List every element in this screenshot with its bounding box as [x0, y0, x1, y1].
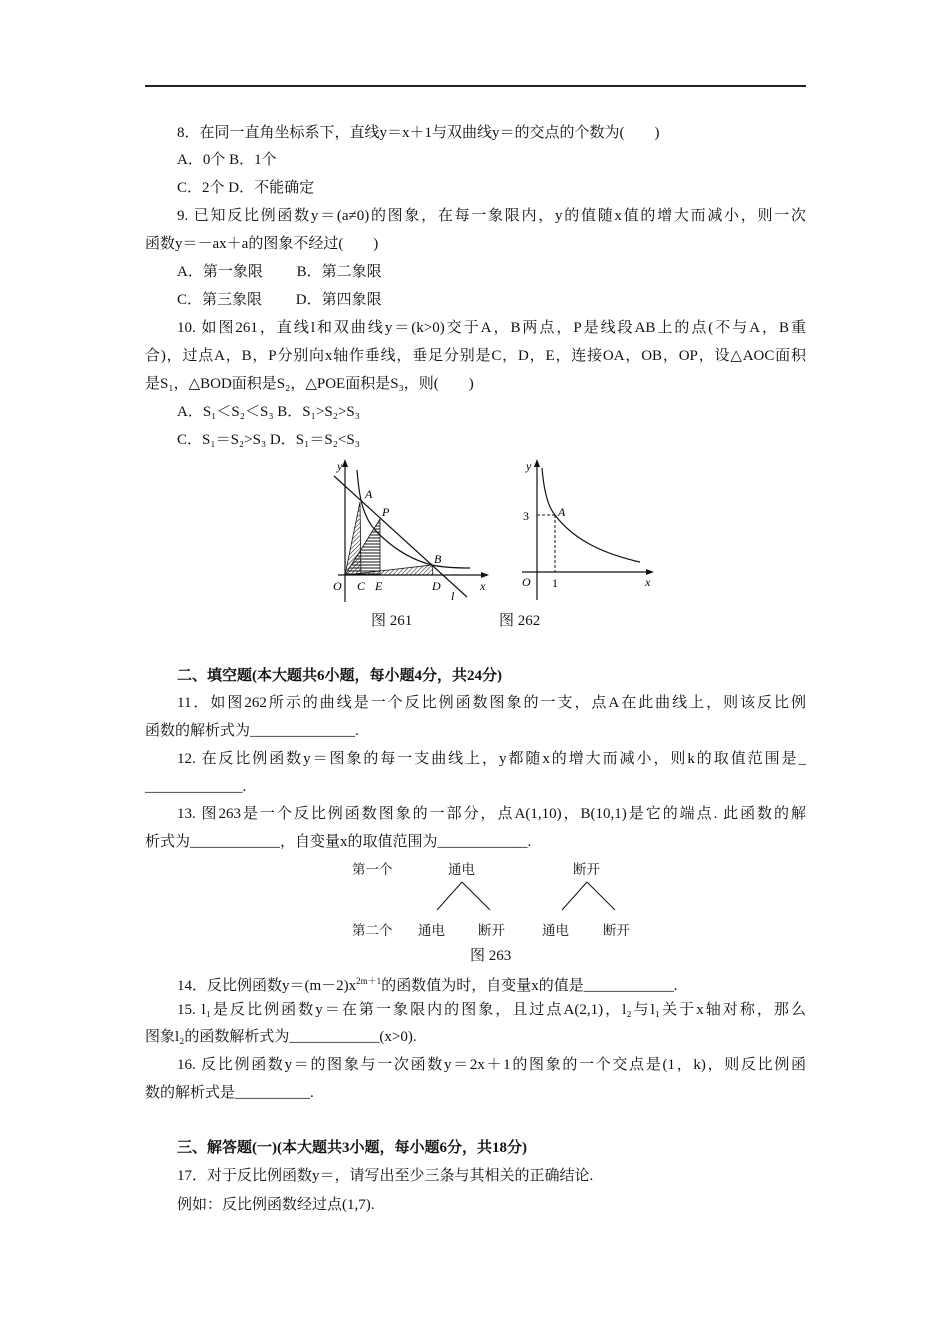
q17-stem: 17．对于反比例函数y＝，请写出至少三条与其相关的正确结论.	[177, 1168, 594, 1184]
row1-label: 第一个	[352, 862, 393, 877]
bottom-node-4: 断开	[603, 923, 630, 938]
q12-stem-line1: 12. 在反比例函数y＝图象的每一支曲线上，y都随x的增大而减小，则k的取值范围是_	[177, 751, 806, 767]
label-o: O	[522, 575, 531, 589]
label-y: y	[526, 459, 532, 473]
top-node-1: 通电	[448, 862, 475, 877]
figure-262-caption: 图 262	[499, 613, 541, 629]
label-b: B	[434, 552, 442, 566]
label-a: A	[365, 487, 373, 501]
q11-stem-line1: 11．如图262所示的曲线是一个反比例函数图象的一支，点A在此曲线上，则该反比例	[177, 695, 806, 711]
q13-stem-line2: 析式为____________，自变量x的取值范围为____________.	[145, 834, 532, 850]
label-a: A	[558, 505, 566, 519]
label-o: O	[333, 579, 342, 593]
q13-stem-line1: 13. 图263是一个反比例函数图象的一部分，点A(1,10)，B(10,1)是它的端点. 此函数的解	[177, 806, 806, 822]
q10-options-ab: A．S₁＜S₂＜S₃ B．S₁>S₂>S₃	[177, 404, 360, 420]
row2-label: 第二个	[352, 923, 393, 938]
figure-263-caption: 图 263	[470, 948, 512, 964]
q14-exponent: 2m＋1	[356, 976, 382, 986]
label-1: 1	[552, 576, 558, 590]
q17-example: 例如：反比例函数经过点(1,7).	[177, 1197, 375, 1213]
label-x: x	[645, 575, 651, 589]
q8-stem: 8．在同一直角坐标系下，直线y＝x＋1与双曲线y＝的交点的个数为( )	[177, 125, 660, 141]
section-3-heading: 三、解答题(一)(本大题共3小题，每小题6分，共18分)	[177, 1140, 527, 1156]
label-p: P	[382, 505, 390, 519]
q9-stem-line2: 函数y＝－ax＋a的图象不经过( )	[145, 236, 379, 252]
q11-stem-line2: 函数的解析式为______________.	[145, 723, 359, 739]
label-3: 3	[523, 509, 529, 523]
q10-stem-line3: 是S₁，△BOD面积是S₂，△POE面积是S₃，则( )	[145, 376, 474, 392]
bottom-node-2: 断开	[478, 923, 505, 938]
q14-stem-a: 14．反比例函数y＝(m－2)x	[177, 978, 357, 994]
q9-options-ab: A．第一象限 B．第二象限	[177, 264, 382, 280]
q9-stem-line1: 9. 已知反比例函数y＝(a≠0)的图象，在每一象限内，y的值随x值的增大而减小，则一次	[177, 208, 806, 224]
bottom-node-3: 通电	[542, 923, 569, 938]
bottom-node-1: 通电	[418, 923, 445, 938]
label-e: E	[375, 579, 383, 593]
label-c: C	[357, 579, 366, 593]
label-d: D	[432, 579, 441, 593]
top-node-2: 断开	[573, 862, 600, 877]
figure-261-caption: 图 261	[371, 613, 413, 629]
q8-options-cd: C．2个 D．不能确定	[177, 180, 315, 196]
q9-options-cd: C．第三象限 D．第四象限	[177, 292, 382, 308]
q10-stem-line2: 合)，过点A，B，P分别向x轴作垂线，垂足分别是C，D，E，连接OA，OB，OP，设△AOC面积	[145, 348, 806, 364]
q12-stem-line2: _____________.	[145, 779, 247, 795]
q16-stem-line1: 16. 反比例函数y＝的图象与一次函数y＝2x＋1的图象的一个交点是(1，k)，则反比例函	[177, 1057, 806, 1073]
q16-stem-line2: 数的解析式是__________.	[145, 1085, 314, 1101]
q10-stem-line1: 10. 如图261，直线l和双曲线y＝(k>0)交于A，B两点，P是线段AB上的点(不与A，B重	[177, 320, 806, 336]
label-l: l	[451, 589, 455, 603]
q14-stem-b: 的函数值为时，自变量x的值是____________.	[381, 978, 678, 994]
q14-stem	[177, 971, 677, 996]
q15-stem-line1: 15. l₁是反比例函数y＝在第一象限内的图象，且过点A(2,1)，l₂与l₁关于x轴对称，那么	[177, 1002, 806, 1018]
section-2-heading: 二、填空题(本大题共6小题，每小题4分，共24分)	[177, 668, 502, 684]
q15-stem-line2: 图象l₂的函数解析式为____________(x>0).	[145, 1029, 417, 1045]
q8-options-ab: A．0个 B．1个	[177, 152, 277, 168]
q10-options-cd: C．S₁＝S₂>S₃ D．S₁＝S₂<S₃	[177, 432, 360, 448]
label-x: x	[480, 579, 486, 593]
label-y: y	[337, 459, 343, 473]
